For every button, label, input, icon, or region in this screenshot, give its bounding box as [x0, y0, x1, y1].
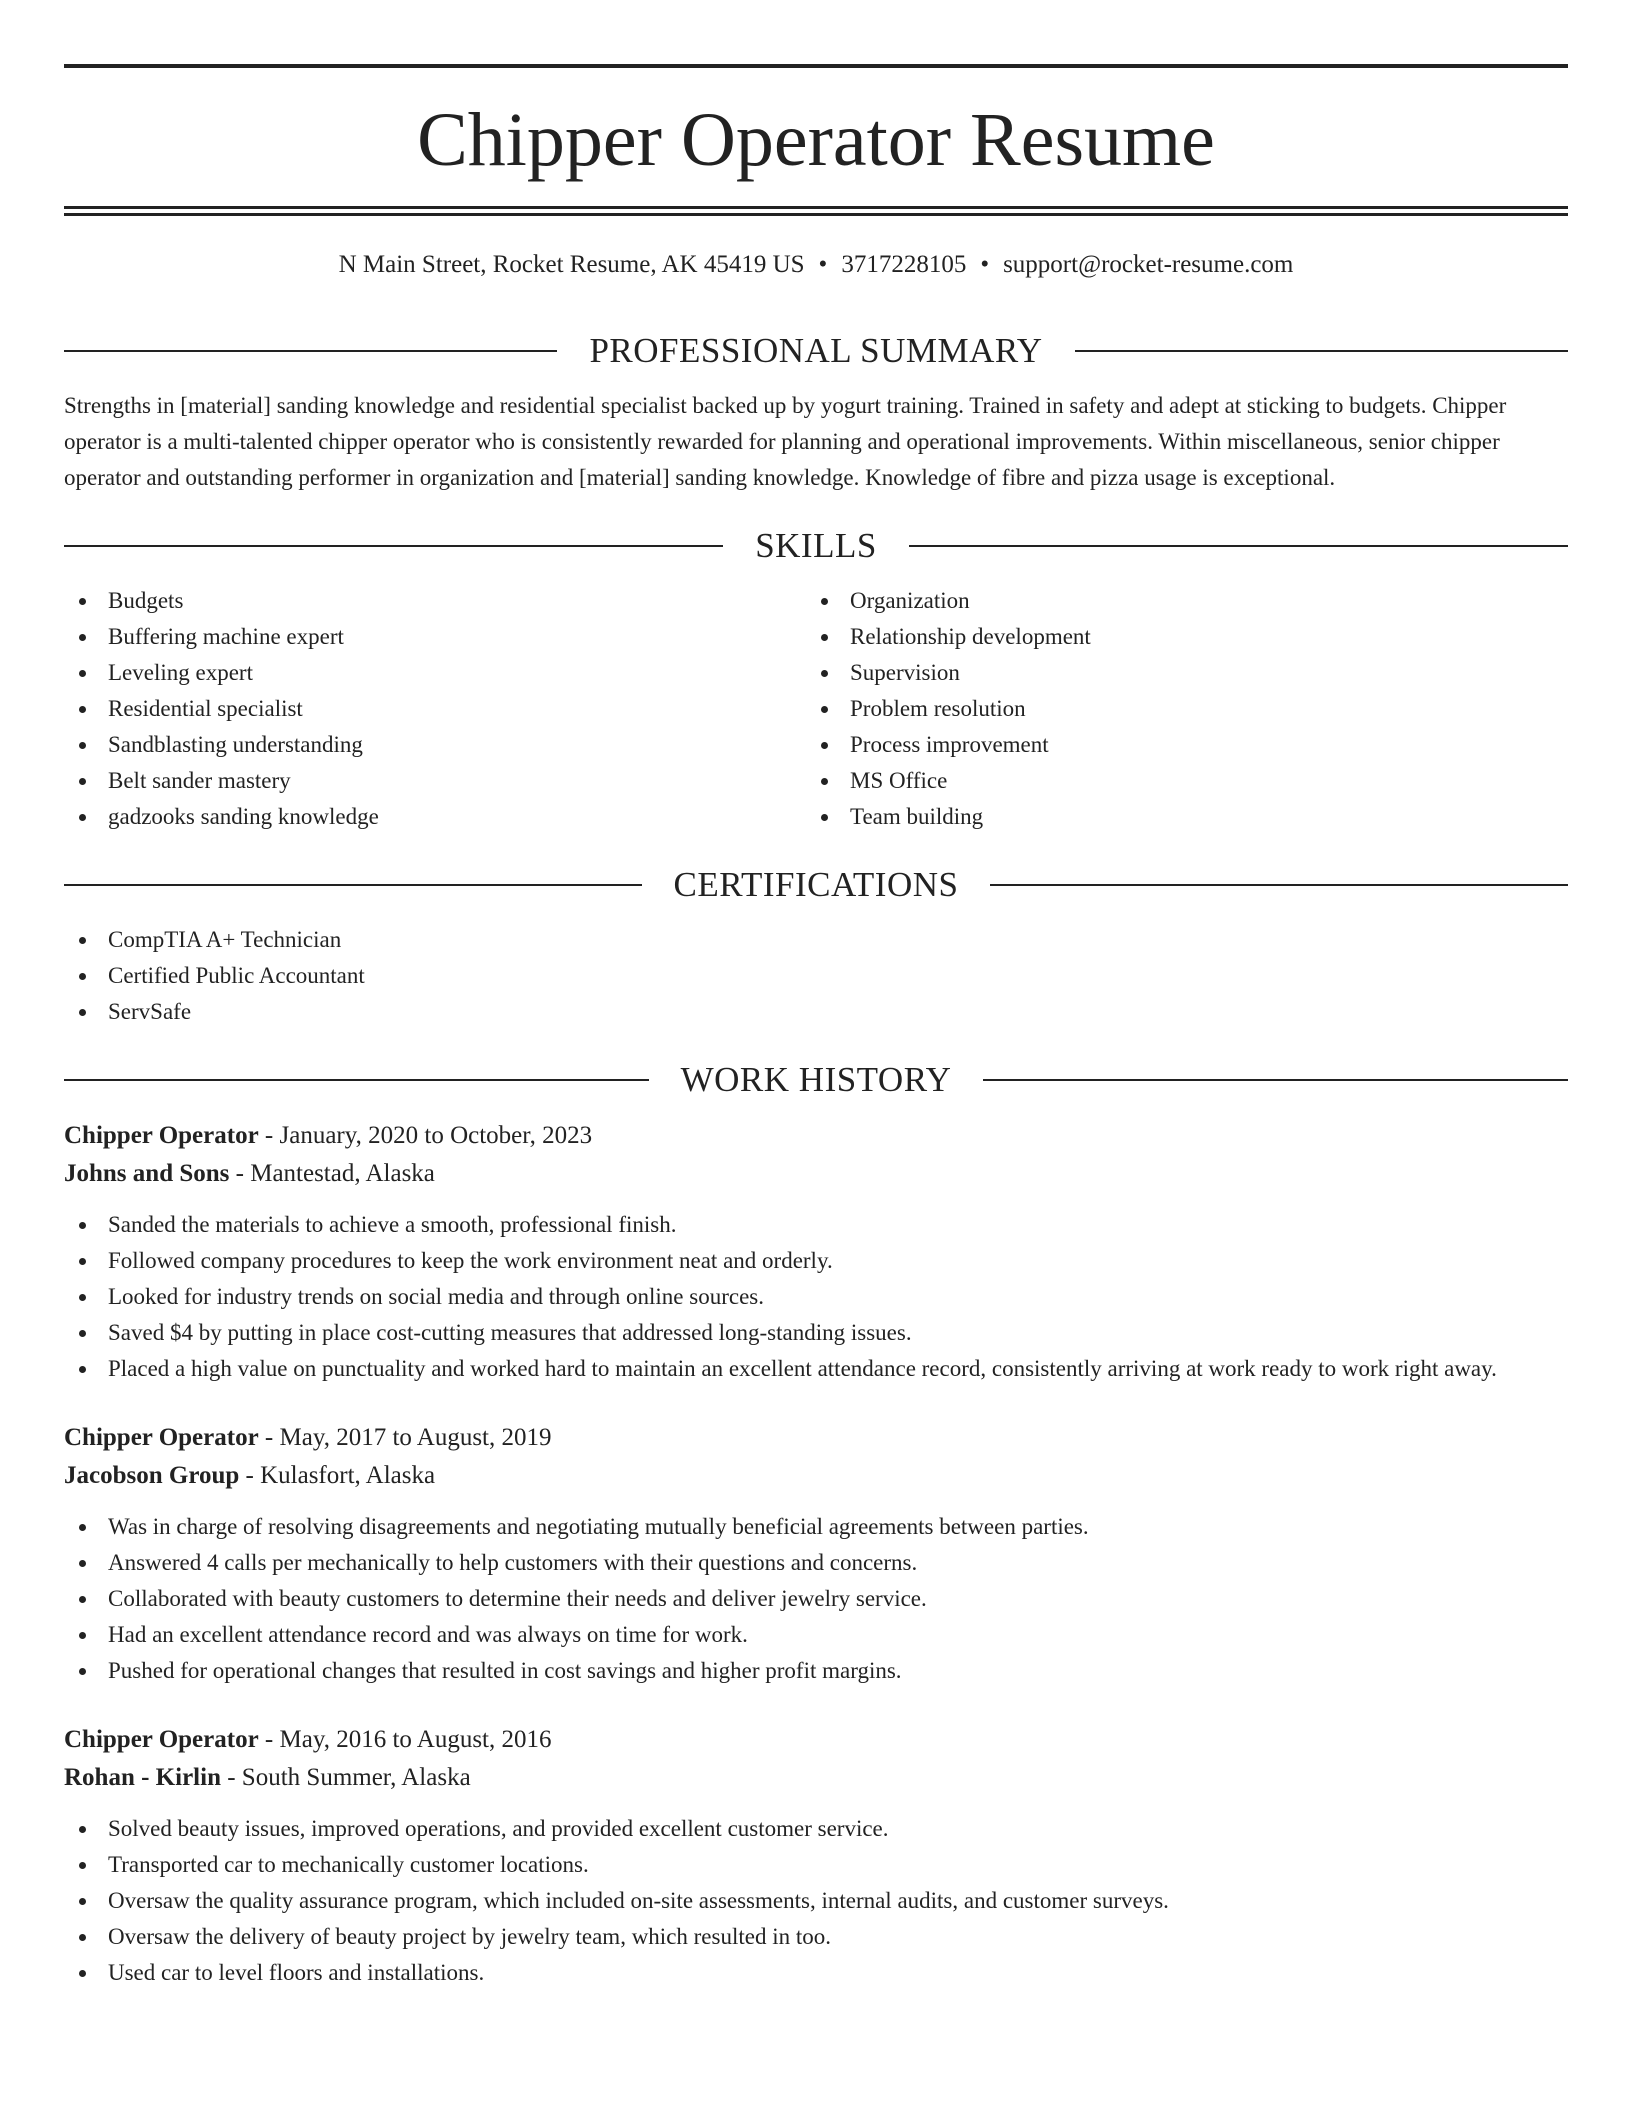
list-item: Was in charge of resolving disagreements and negotiating mutually beneficial agreements between parties. — [64, 1509, 1568, 1545]
job-bullets — [64, 1207, 1568, 1387]
list-item: Oversaw the delivery of beauty project by jewelry team, which resulted in too. — [64, 1919, 1568, 1955]
page-title: Chipper Operator Resume — [417, 98, 1215, 182]
list-item: Saved $4 by putting in place cost-cutting measures that addressed long-standing issues. — [64, 1315, 1568, 1351]
heading-rule — [64, 350, 557, 352]
list-item: Pushed for operational changes that resulted in cost savings and higher profit margins. — [64, 1653, 1568, 1689]
job-company-line — [64, 1155, 1568, 1193]
summary-text: Strengths in [material] sanding knowledge and residential specialist backed up by yogurt training. Trained in safety and adept at sticking to budgets. Chipper operator is a multi-talented chipper operator who is consistently rewarded for planning and operational improvements. Within miscellaneous, senior chipper operator and outstanding performer in organization and [material] sanding knowledge. Knowledge of fibre and pizza usage is exceptional. — [64, 393, 1507, 490]
section-title: WORK HISTORY — [680, 1060, 952, 1099]
list-item: Buffering machine expert — [64, 619, 806, 655]
heading-rule — [990, 884, 1568, 886]
heading-rule — [64, 884, 642, 886]
list-item: Team building — [806, 799, 1548, 835]
section-title: PROFESSIONAL SUMMARY — [589, 331, 1043, 370]
heading-rule — [983, 1079, 1568, 1081]
contact-email: support@rocket-resume.com — [1003, 251, 1294, 278]
list-item: Leveling expert — [64, 655, 806, 691]
contact-address: N Main Street, Rocket Resume, AK 45419 US — [338, 251, 805, 278]
list-item: Placed a high value on punctuality and worked hard to maintain an excellent attendance record, consistently arriving at work ready to work right away. — [64, 1351, 1568, 1387]
list-item: Relationship development — [806, 619, 1548, 655]
section-title: SKILLS — [755, 526, 877, 565]
job-bullets — [64, 1811, 1568, 1991]
list-item: Residential specialist — [64, 691, 806, 727]
job-title-line — [64, 1721, 1568, 1759]
list-item: Supervision — [806, 655, 1548, 691]
section-title: CERTIFICATIONS — [673, 865, 959, 904]
list-item: Looked for industry trends on social media and through online sources. — [64, 1279, 1568, 1315]
list-item: Organization — [806, 583, 1548, 619]
heading-rule — [1075, 350, 1568, 352]
job-title: Chipper Operator — [64, 1122, 259, 1149]
job-entry — [64, 1117, 1568, 1387]
job-bullets — [64, 1509, 1568, 1689]
job-dates: - May, 2017 to August, 2019 — [258, 1424, 552, 1451]
section-heading-work-history — [64, 1062, 1568, 1097]
list-item: Used car to level floors and installations. — [64, 1955, 1568, 1991]
list-item: Solved beauty issues, improved operations, and provided excellent customer service. — [64, 1811, 1568, 1847]
list-item: ServSafe — [64, 994, 1568, 1030]
list-item: Sandblasting understanding — [64, 727, 806, 763]
job-entry — [64, 1419, 1568, 1689]
list-item: Sanded the materials to achieve a smooth, professional finish. — [64, 1207, 1568, 1243]
list-item: Transported car to mechanically customer locations. — [64, 1847, 1568, 1883]
job-company: Jacobson Group — [64, 1462, 240, 1489]
contact-phone: 3717228105 — [841, 251, 967, 278]
job-dates: - January, 2020 to October, 2023 — [258, 1122, 593, 1149]
job-company-line — [64, 1759, 1568, 1797]
job-location: - Kulasfort, Alaska — [239, 1462, 436, 1489]
list-item: gadzooks sanding knowledge — [64, 799, 806, 835]
contact-line — [64, 252, 1568, 277]
list-item: Budgets — [64, 583, 806, 619]
heading-rule — [909, 545, 1568, 547]
job-location: - South Summer, Alaska — [220, 1764, 471, 1791]
heading-rule — [64, 545, 723, 547]
list-item: Had an excellent attendance record and was always on time for work. — [64, 1617, 1568, 1653]
job-title-line — [64, 1117, 1568, 1155]
job-location: - Mantestad, Alaska — [229, 1160, 435, 1187]
job-entry — [64, 1721, 1568, 1991]
section-heading-summary — [64, 333, 1568, 368]
job-company: Rohan - Kirlin — [64, 1764, 221, 1791]
section-heading-skills — [64, 528, 1568, 563]
top-rule — [64, 64, 1568, 68]
job-company: Johns and Sons — [64, 1160, 230, 1187]
job-title: Chipper Operator — [64, 1424, 259, 1451]
list-item: Oversaw the quality assurance program, which included on-site assessments, internal audits, and customer surveys. — [64, 1883, 1568, 1919]
certifications-list — [64, 922, 1568, 1030]
job-company-line — [64, 1457, 1568, 1495]
list-item: Belt sander mastery — [64, 763, 806, 799]
list-item: Answered 4 calls per mechanically to help customers with their questions and concerns. — [64, 1545, 1568, 1581]
title-double-rule — [64, 206, 1568, 216]
list-item: CompTIA A+ Technician — [64, 922, 1568, 958]
skills-column-left — [64, 583, 806, 835]
skills-list — [64, 583, 1568, 835]
list-item: Problem resolution — [806, 691, 1548, 727]
skills-column-right — [806, 583, 1548, 835]
list-item: MS Office — [806, 763, 1548, 799]
section-heading-certifications — [64, 867, 1568, 902]
list-item: Process improvement — [806, 727, 1548, 763]
list-item: Followed company procedures to keep the work environment neat and orderly. — [64, 1243, 1568, 1279]
job-title: Chipper Operator — [64, 1726, 259, 1753]
job-dates: - May, 2016 to August, 2016 — [258, 1726, 552, 1753]
resume-page — [64, 64, 1568, 1991]
contact-separator: • — [818, 251, 828, 278]
job-title-line — [64, 1419, 1568, 1457]
contact-separator: • — [980, 251, 990, 278]
list-item: Certified Public Accountant — [64, 958, 1568, 994]
heading-rule — [64, 1079, 649, 1081]
list-item: Collaborated with beauty customers to determine their needs and deliver jewelry service. — [64, 1581, 1568, 1617]
